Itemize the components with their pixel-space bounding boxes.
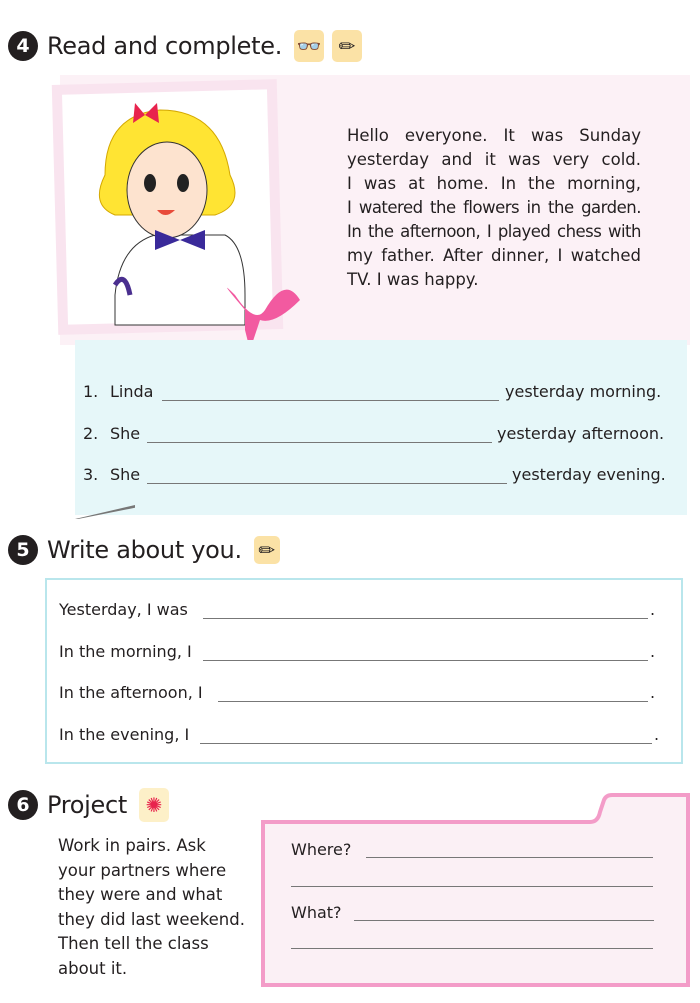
- sentence-start: In the morning, I: [59, 642, 192, 661]
- section-6-header: [8, 788, 169, 822]
- question-number: 2.: [83, 424, 99, 443]
- project-folder: [260, 790, 695, 990]
- passage-line: TV. I was happy.: [347, 270, 479, 289]
- question-number: 1.: [83, 382, 99, 401]
- what-blank-1[interactable]: [354, 920, 654, 921]
- where-blank-2[interactable]: [291, 886, 653, 887]
- section-title: Project: [47, 791, 128, 819]
- question-start: She: [110, 424, 141, 443]
- passage-line: I watered the flowers in the garden.: [347, 198, 641, 217]
- sentence-end: .: [654, 725, 660, 744]
- passage-line: I was at home. In the morning,: [347, 174, 641, 193]
- pencil-icon: ✏: [254, 536, 280, 564]
- instruction-line: Work in pairs. Ask: [58, 836, 206, 855]
- sentence-end: .: [650, 642, 656, 661]
- where-label: Where?: [291, 840, 352, 859]
- project-instructions: [58, 834, 245, 981]
- reading-glasses-icon: 👓: [294, 30, 324, 62]
- sentence-end: .: [650, 683, 656, 702]
- what-label: What?: [291, 903, 342, 922]
- write-blank-3[interactable]: [218, 701, 648, 702]
- section-number: 4: [8, 31, 38, 61]
- question-end: yesterday morning.: [505, 382, 662, 401]
- instruction-line: they did last weekend.: [58, 909, 245, 929]
- question-number: 3.: [83, 465, 99, 484]
- passage-line: Hello everyone. It was Sunday: [347, 126, 641, 145]
- section-number: 5: [8, 535, 38, 565]
- question-start: Linda: [110, 382, 154, 401]
- instruction-line: your partners where: [58, 860, 227, 880]
- passage-line: In the afternoon, I played chess with: [347, 222, 641, 241]
- where-blank-1[interactable]: [366, 857, 653, 858]
- section-title: Read and complete.: [47, 32, 283, 60]
- section-5-header: [8, 535, 280, 565]
- section-number: 6: [8, 790, 38, 820]
- section-4-header: [8, 30, 362, 62]
- passage-line: yesterday and it was very cold.: [347, 150, 641, 169]
- write-blank-1[interactable]: [203, 618, 648, 619]
- sentence-start: Yesterday, I was: [59, 600, 188, 619]
- write-blank-2[interactable]: [203, 660, 648, 661]
- answer-blank-3[interactable]: [147, 483, 507, 484]
- instruction-line: they were and what: [58, 885, 223, 904]
- instruction-line: about it.: [58, 958, 128, 978]
- pencil-icon: ✏: [332, 30, 362, 62]
- passage-line: my father. After dinner, I watched: [347, 246, 641, 265]
- write-blank-4[interactable]: [200, 743, 652, 744]
- sentence-start: In the evening, I: [59, 725, 190, 744]
- sentence-start: In the afternoon, I: [59, 683, 203, 702]
- reading-passage: [347, 124, 641, 292]
- instruction-line: Then tell the class: [58, 934, 209, 953]
- answer-blank-2[interactable]: [147, 442, 492, 443]
- girl-illustration: [85, 95, 315, 355]
- people-pinwheel-icon: ✺: [139, 788, 169, 822]
- what-blank-2[interactable]: [291, 948, 653, 949]
- section-title: Write about you.: [47, 536, 242, 564]
- sentence-end: .: [650, 600, 656, 619]
- question-end: yesterday evening.: [512, 465, 666, 484]
- question-end: yesterday afternoon.: [497, 424, 665, 443]
- question-start: She: [110, 465, 141, 484]
- answer-blank-1[interactable]: [162, 400, 499, 401]
